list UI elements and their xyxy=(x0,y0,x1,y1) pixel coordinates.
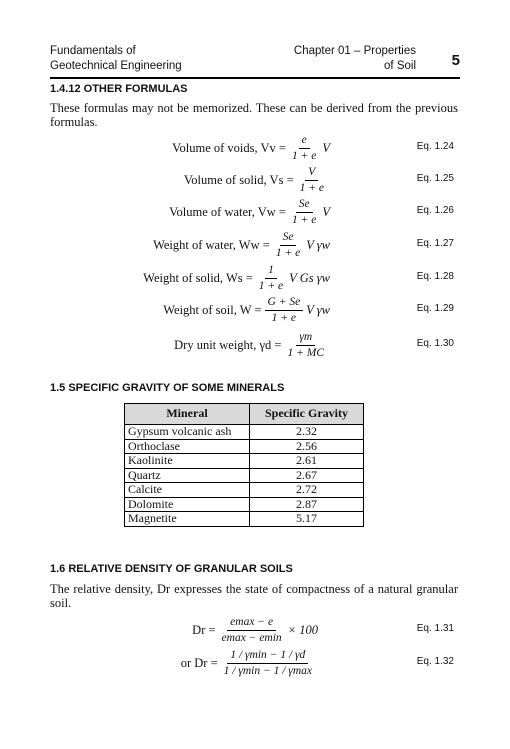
equation-rhs: V xyxy=(322,204,330,219)
fraction-numerator: Se xyxy=(280,231,297,246)
chapter-title xyxy=(294,44,416,73)
fraction-denominator: 1 + e xyxy=(299,181,324,194)
mineral-cell: Dolomite xyxy=(125,497,250,512)
equation-row xyxy=(50,195,458,229)
table-row xyxy=(125,497,364,512)
specific-gravity-cell: 2.67 xyxy=(250,468,364,483)
column-header-mineral: Mineral xyxy=(125,404,250,425)
specific-gravity-cell: 2.32 xyxy=(250,425,364,440)
equation-lhs: Volume of water, Vw = xyxy=(169,204,286,219)
relative-density-intro: The relative density, Dr expresses the state of compactness of a natural granular soil. xyxy=(50,582,458,610)
fraction-numerator: G + Se xyxy=(265,296,304,311)
equation-number: Eq. 1.30 xyxy=(416,338,454,349)
equation-number: Eq. 1.29 xyxy=(416,303,454,314)
equation-row xyxy=(50,261,458,295)
equation-lhs: Volume of voids, Vv = xyxy=(172,140,286,155)
equation-number: Eq. 1.25 xyxy=(416,173,454,184)
table-row xyxy=(125,439,364,454)
equation-row xyxy=(50,228,458,262)
equation-lhs: Weight of soil, W = xyxy=(163,302,262,317)
mineral-cell: Quartz xyxy=(125,468,250,483)
equation-fraction xyxy=(289,134,319,163)
section-heading-specific-gravity: 1.5 SPECIFIC GRAVITY OF SOME MINERALS xyxy=(50,382,285,394)
specific-gravity-cell: 5.17 xyxy=(250,512,364,527)
fraction-denominator: 1 + e xyxy=(271,311,297,324)
page-header xyxy=(50,44,460,76)
equation-number: Eq. 1.32 xyxy=(416,656,454,667)
equation-row xyxy=(50,328,458,362)
equation-lhs: Dr = xyxy=(192,622,216,637)
equation-rhs: V xyxy=(322,140,330,155)
equation xyxy=(192,613,318,647)
equation-lhs: Volume of solid, Vs = xyxy=(183,172,294,187)
book-title xyxy=(50,44,182,73)
table-row xyxy=(125,425,364,440)
equation-rhs: × 100 xyxy=(287,622,318,637)
page-number: 5 xyxy=(451,52,460,69)
equation-number: Eq. 1.27 xyxy=(416,238,454,249)
fraction-numerator: emax − e xyxy=(227,616,276,631)
equation-lhs: Dry unit weight, γd = xyxy=(174,337,282,352)
equation-number: Eq. 1.26 xyxy=(416,205,454,216)
equation-rhs: V γw xyxy=(306,302,330,317)
equation-lhs: Weight of water, Ww = xyxy=(153,237,270,252)
equation-rhs: V Gs γw xyxy=(289,270,330,285)
fraction-denominator: 1 + e xyxy=(291,213,317,226)
equation-fraction xyxy=(284,331,327,360)
fraction-denominator: 1 + e xyxy=(275,246,301,259)
other-formulas-intro: These formulas may not be memorized. These can be derived from the previous formulas. xyxy=(50,101,458,129)
fraction-denominator: 1 / γmin − 1 / γmax xyxy=(223,664,312,677)
fraction-numerator: V xyxy=(305,166,318,181)
mineral-cell: Calcite xyxy=(125,483,250,498)
specific-gravity-cell: 2.56 xyxy=(250,439,364,454)
book-title-line1: Fundamentals of xyxy=(50,45,136,57)
fraction-numerator: γm xyxy=(296,331,315,346)
equation-lhs: Weight of solid, Ws = xyxy=(143,270,253,285)
equation-fraction xyxy=(256,264,286,293)
equation-fraction xyxy=(265,296,304,325)
mineral-cell: Orthoclase xyxy=(125,439,250,454)
table-row xyxy=(125,512,364,527)
equation-row xyxy=(50,293,458,327)
equation-fraction xyxy=(297,166,327,195)
equation-row xyxy=(50,613,458,647)
specific-gravity-cell: 2.61 xyxy=(250,454,364,469)
section-heading-relative-density: 1.6 RELATIVE DENSITY OF GRANULAR SOILS xyxy=(50,563,293,575)
equation xyxy=(172,131,330,165)
equation-row xyxy=(50,131,458,165)
equation xyxy=(181,646,318,680)
equation-fraction xyxy=(221,649,315,678)
fraction-denominator: 1 + e xyxy=(291,149,317,162)
specific-gravity-cell: 2.87 xyxy=(250,497,364,512)
fraction-denominator: emax − emin xyxy=(221,631,282,644)
equation xyxy=(153,228,330,262)
chapter-title-line2: of Soil xyxy=(384,59,416,72)
book-title-line2: Geotechnical Engineering xyxy=(50,59,182,72)
header-divider xyxy=(50,77,460,79)
equation-fraction xyxy=(273,231,303,260)
fraction-numerator: e xyxy=(299,134,310,149)
equation xyxy=(163,293,330,327)
equation-lhs: or Dr = xyxy=(180,655,218,670)
equation-number: Eq. 1.31 xyxy=(416,623,454,634)
table-header-row xyxy=(125,404,364,425)
equation-number: Eq. 1.24 xyxy=(416,141,454,152)
specific-gravity-table xyxy=(124,403,364,527)
fraction-denominator: 1 + e xyxy=(258,279,284,292)
chapter-title-line1: Chapter 01 – Properties xyxy=(293,45,416,57)
mineral-cell: Kaolinite xyxy=(125,454,250,469)
equation xyxy=(174,328,330,362)
equation-fraction xyxy=(289,198,319,227)
table-row xyxy=(125,454,364,469)
table-row xyxy=(125,483,364,498)
column-header-specific-gravity: Specific Gravity xyxy=(250,404,364,425)
fraction-numerator: 1 / γmin − 1 / γd xyxy=(227,649,308,664)
fraction-numerator: Se xyxy=(296,198,313,213)
mineral-cell: Magnetite xyxy=(125,512,250,527)
fraction-numerator: 1 xyxy=(265,264,277,279)
equation-fraction xyxy=(219,616,285,645)
equation xyxy=(169,195,330,229)
equation xyxy=(143,261,330,295)
equation xyxy=(184,163,330,197)
fraction-denominator: 1 + MC xyxy=(287,346,324,359)
specific-gravity-cell: 2.72 xyxy=(250,483,364,498)
mineral-cell: Gypsum volcanic ash xyxy=(125,425,250,440)
equation-row xyxy=(50,163,458,197)
table-row xyxy=(125,468,364,483)
equation-number: Eq. 1.28 xyxy=(416,271,454,282)
equation-row xyxy=(50,646,458,680)
equation-rhs: V γw xyxy=(306,237,330,252)
section-heading-other-formulas: 1.4.12 OTHER FORMULAS xyxy=(50,83,188,95)
